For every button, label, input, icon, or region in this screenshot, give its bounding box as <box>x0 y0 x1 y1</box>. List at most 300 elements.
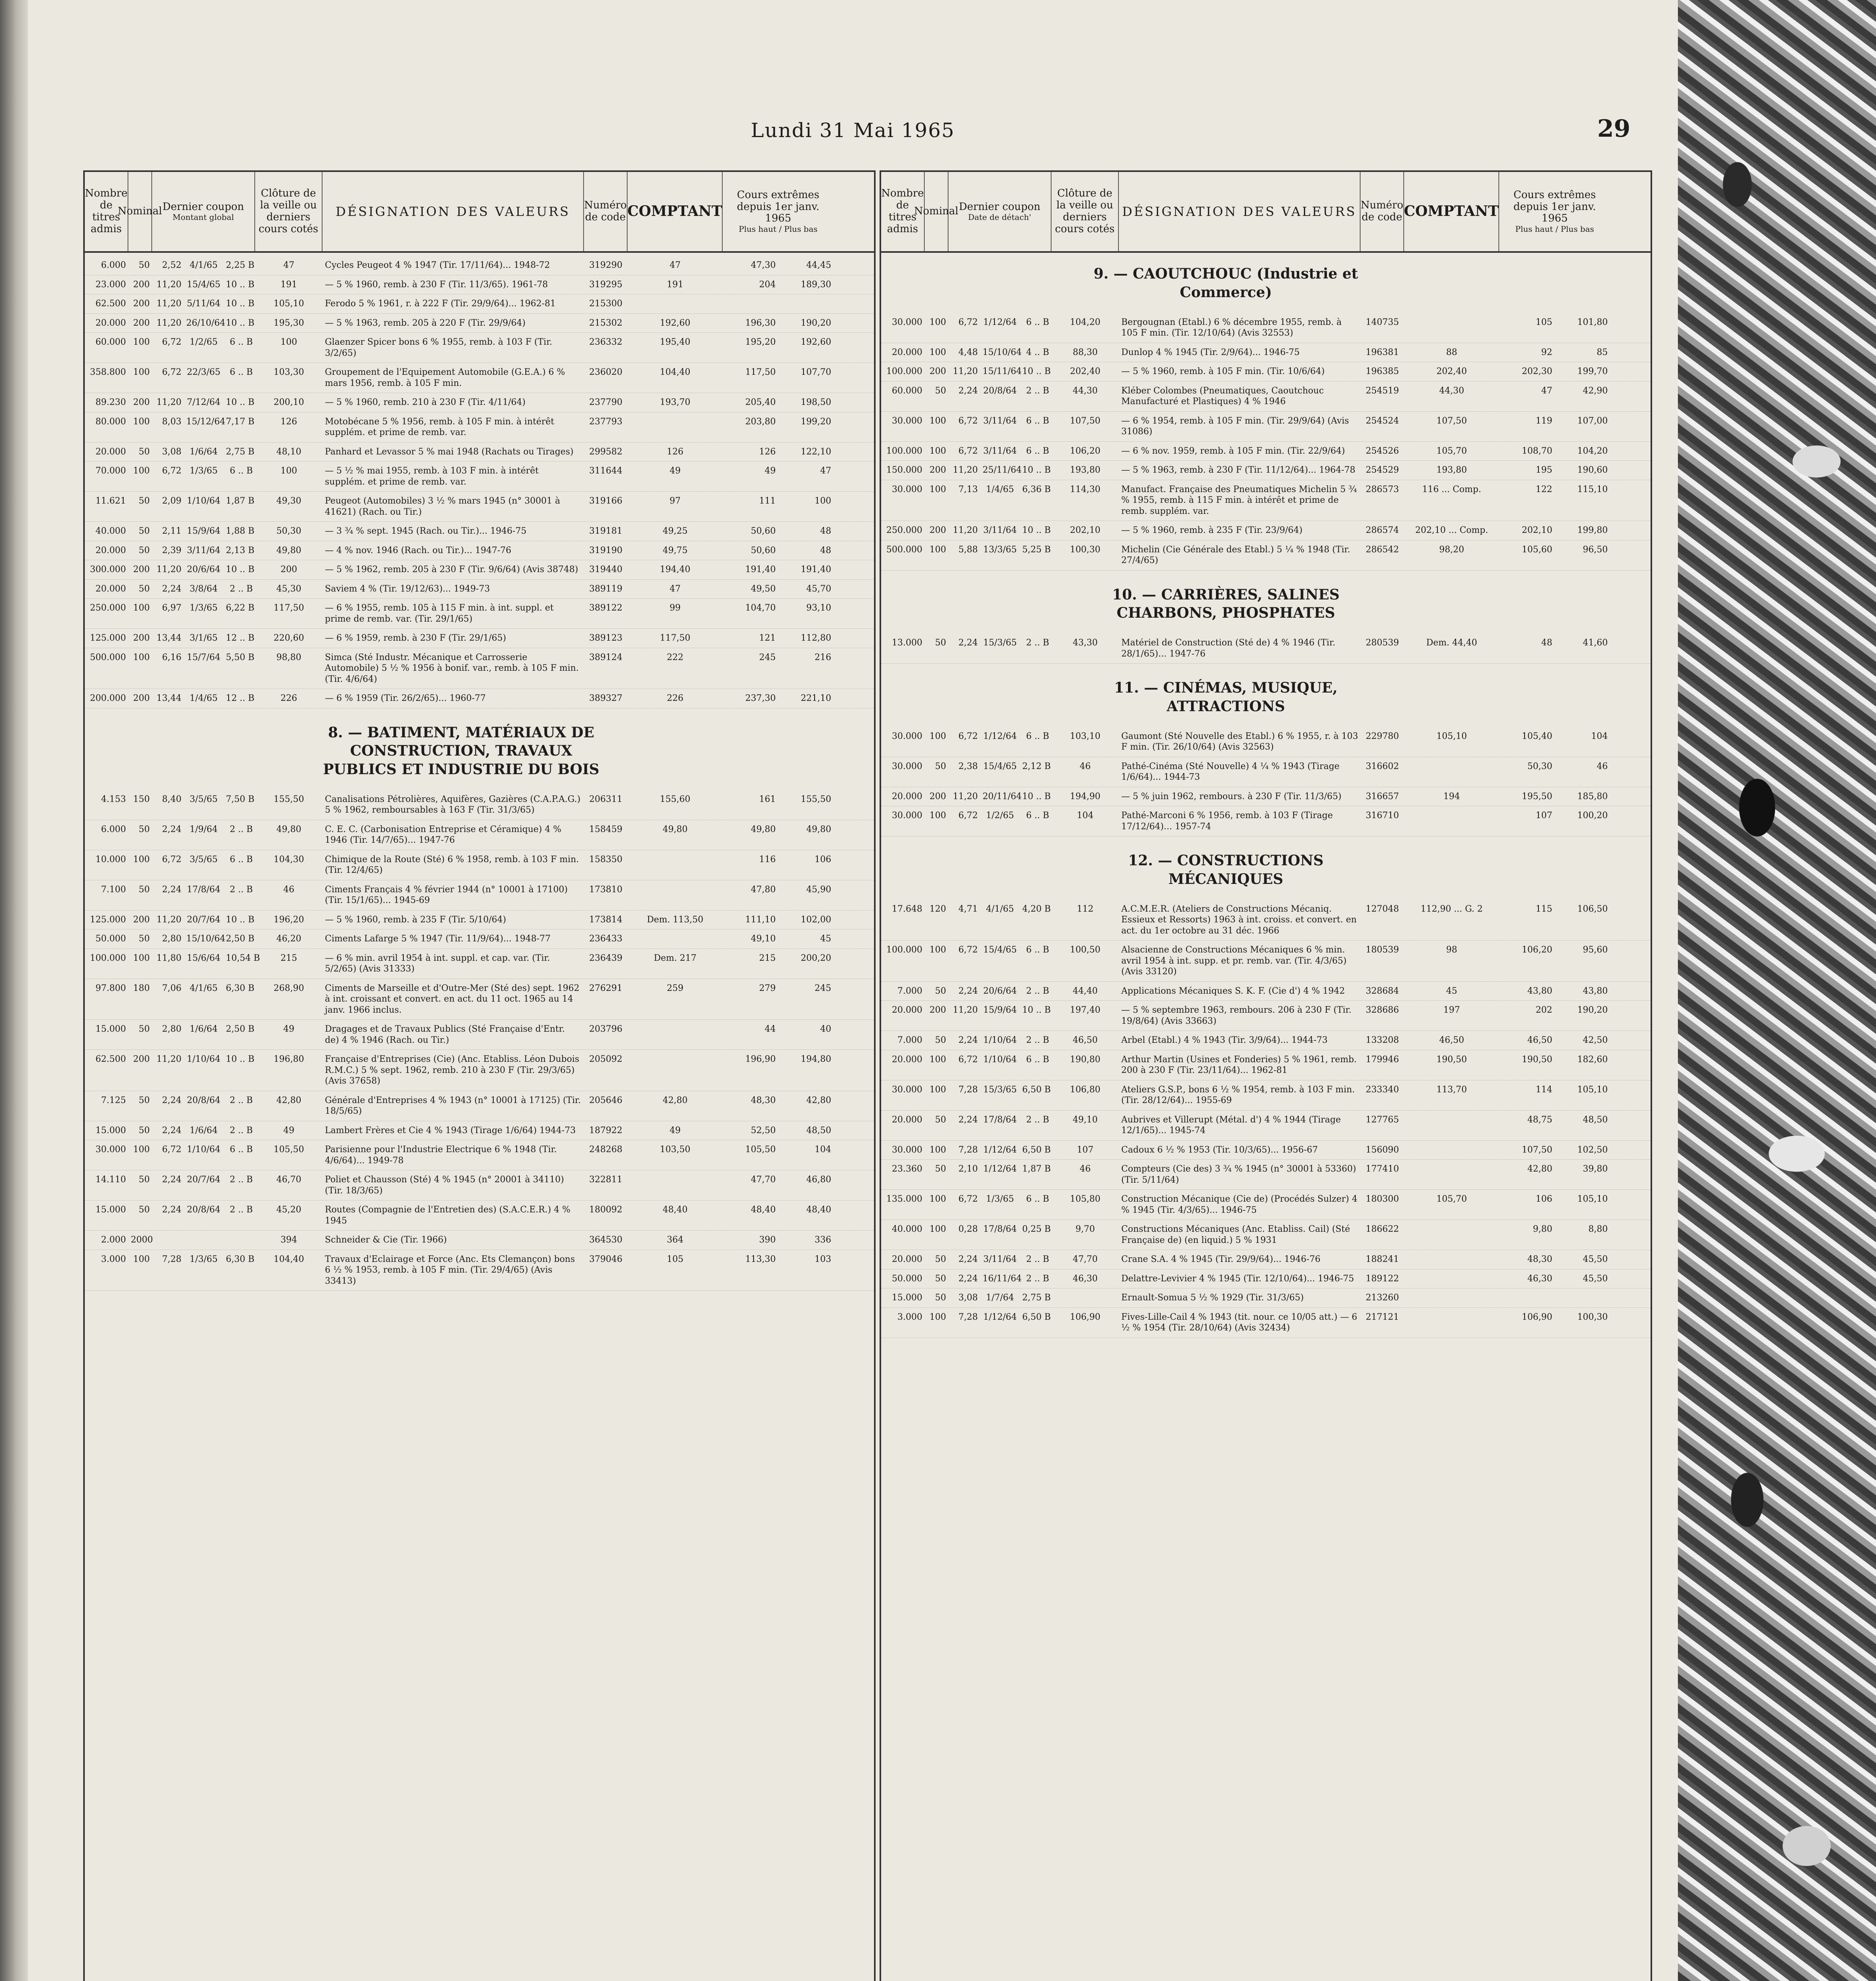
amortization-cell: 2,50 B <box>226 1024 255 1034</box>
header-code: Numéro de code <box>1361 172 1404 251</box>
nominal-cell: 100 <box>133 337 150 347</box>
designation-cell: — 5 % 1960, remb. à 105 F min. (Tir. 10/6/64) <box>1121 366 1325 377</box>
titres-cell: 100.000 <box>886 446 922 456</box>
nominal-cell: 50 <box>139 526 150 536</box>
comptant-cell: 197 <box>1443 1005 1460 1015</box>
code-cell: 180300 <box>1366 1194 1399 1204</box>
amortization-cell: 2,12 B <box>1022 761 1051 771</box>
designation-cell: Ciments Lafarge 5 % 1947 (Tir. 11/9/64)... 1948-77 <box>325 934 551 944</box>
coupon-date-cell: 20/7/64 <box>187 914 221 925</box>
coupon-amount-cell: 11,20 <box>156 565 181 574</box>
coupon-amount-cell: 13,44 <box>156 693 181 703</box>
nominal-cell: 200 <box>133 693 150 703</box>
amortization-cell: 2 .. B <box>229 1175 253 1185</box>
high-cell: 121 <box>759 633 776 643</box>
designation-cell: Alsacienne de Constructions Mécaniques 6 % min. avril 1954 à int. supp. et pr. remb. var. (Tir. 4/3/65) (Avis 33120) <box>1121 945 1347 977</box>
coupon-amount-cell: 0,28 <box>958 1224 978 1235</box>
coupon-amount-cell: 6,72 <box>958 416 978 426</box>
coupon-amount-cell: 2,24 <box>958 1254 978 1265</box>
header-comptant: COMPTANT <box>1404 172 1499 251</box>
comptant-cell: 49,75 <box>662 545 688 555</box>
security-row <box>85 314 874 333</box>
header-dernier-coupon: Dernier coupon Date de détach' <box>948 172 1052 251</box>
nominal-cell: 200 <box>133 914 150 925</box>
low-cell: 47 <box>820 466 831 476</box>
header-cloture: Clôture de la veille ou derniers cours cotés <box>1052 172 1119 251</box>
code-cell: 319190 <box>589 545 622 555</box>
security-row <box>881 982 1651 1001</box>
comptant-cell: 191 <box>667 279 683 290</box>
coupon-date-cell: 15/10/64 <box>186 934 225 944</box>
low-cell: 199,20 <box>801 416 831 427</box>
amortization-cell: 1,88 B <box>226 526 255 536</box>
right-listing-column <box>880 170 1652 1981</box>
titres-cell: 15.000 <box>892 1293 922 1303</box>
high-cell: 191,40 <box>745 565 776 574</box>
low-cell: 107,00 <box>1577 416 1608 426</box>
section-title-8: 8. — BATIMENT, MATÉRIAUX DE CONSTRUCTION, TRAVAUX PUBLICS ET INDUSTRIE DU BOIS <box>323 724 599 778</box>
security-row <box>85 560 874 580</box>
coupon-date-cell: 1/12/64 <box>983 317 1017 327</box>
close-price-cell: 9,70 <box>1075 1224 1095 1235</box>
high-cell: 47,70 <box>751 1175 776 1185</box>
code-cell: 319181 <box>589 526 622 536</box>
close-price-cell: 47,70 <box>1073 1254 1098 1265</box>
security-row <box>85 1170 874 1200</box>
code-cell: 179946 <box>1366 1054 1399 1065</box>
low-cell: 192,60 <box>801 337 831 347</box>
comptant-cell: 46,50 <box>1439 1035 1464 1046</box>
low-cell: 216 <box>815 652 831 662</box>
designation-cell: Lambert Frères et Cie 4 % 1943 (Tirage 1/6/64) 1944-73 <box>325 1125 576 1136</box>
security-row <box>85 689 874 708</box>
coupon-date-cell: 1/4/65 <box>189 693 218 703</box>
security-row <box>85 275 874 295</box>
coupon-amount-cell: 11,20 <box>156 397 181 407</box>
nominal-cell: 200 <box>929 791 946 802</box>
low-cell: 182,60 <box>1577 1054 1608 1065</box>
close-price-cell: 88,30 <box>1073 347 1098 357</box>
code-cell: 276291 <box>589 983 622 993</box>
amortization-cell: 10 .. B <box>1022 1005 1051 1015</box>
designation-cell: — 5 % 1960, remb. à 230 F (Tir. 11/3/65). 1961-78 <box>325 279 548 290</box>
nominal-cell: 200 <box>133 279 150 290</box>
nominal-cell: 200 <box>929 465 946 475</box>
code-cell: 236433 <box>589 934 622 944</box>
close-price-cell: 200 <box>281 565 297 574</box>
titres-cell: 150.000 <box>886 465 922 475</box>
coupon-amount-cell: 7,28 <box>958 1145 978 1155</box>
amortization-cell: 0,25 B <box>1022 1224 1051 1235</box>
nominal-cell: 50 <box>139 1175 150 1185</box>
coupon-date-cell: 1/10/64 <box>187 1145 221 1155</box>
low-cell: 105,10 <box>1577 1194 1608 1204</box>
code-cell: 319440 <box>589 565 622 574</box>
low-cell: 100,30 <box>1577 1312 1608 1322</box>
high-cell: 9,80 <box>1533 1224 1552 1235</box>
security-row <box>85 910 874 930</box>
coupon-date-cell: 7/12/64 <box>187 397 221 407</box>
coupon-amount-cell: 7,06 <box>162 983 181 993</box>
low-cell: 112,80 <box>801 633 831 643</box>
high-cell: 47,30 <box>751 260 776 270</box>
nominal-cell: 100 <box>929 446 946 456</box>
high-cell: 111 <box>759 496 776 506</box>
security-row <box>85 256 874 275</box>
amortization-cell: 2 .. B <box>1026 638 1049 648</box>
close-price-cell: 42,80 <box>276 1095 302 1105</box>
high-cell: 215 <box>759 953 776 963</box>
header-designation: DÉSIGNATION DES VALEURS <box>323 172 584 251</box>
high-cell: 237,30 <box>745 693 776 703</box>
coupon-amount-cell: 2,24 <box>958 1115 978 1125</box>
coupon-amount-cell: 2,80 <box>162 934 181 944</box>
close-price-cell: 43,30 <box>1073 638 1098 648</box>
amortization-cell: 10 .. B <box>1022 525 1051 536</box>
coupon-date-cell: 3/11/64 <box>983 1254 1017 1265</box>
designation-cell: Compteurs (Cie des) 3 ¾ % 1945 (n° 30001 à 53360) (Tir. 5/11/64) <box>1121 1164 1356 1185</box>
high-cell: 48,75 <box>1527 1115 1552 1125</box>
designation-cell: — 5 % 1960, remb. à 235 F (Tir. 5/10/64) <box>325 914 506 925</box>
coupon-amount-cell: 5,88 <box>958 544 978 555</box>
comptant-cell: 113,70 <box>1436 1084 1467 1095</box>
coupon-date-cell: 4/1/65 <box>986 904 1014 914</box>
nominal-cell: 50 <box>935 986 946 996</box>
comptant-cell: 202,40 <box>1436 366 1467 377</box>
close-price-cell: 45,30 <box>276 584 302 594</box>
coupon-amount-cell: 2,24 <box>162 1095 181 1105</box>
close-price-cell: 197,40 <box>1070 1005 1101 1015</box>
nominal-cell: 100 <box>929 1054 946 1065</box>
low-cell: 85 <box>1597 347 1608 357</box>
high-cell: 49 <box>765 466 776 476</box>
titres-cell: 20.000 <box>95 545 126 555</box>
code-cell: 203796 <box>589 1024 622 1034</box>
nominal-cell: 100 <box>929 811 946 821</box>
nominal-cell: 100 <box>929 544 946 555</box>
section-title-12: 12. — CONSTRUCTIONS MÉCANIQUES <box>1128 852 1324 888</box>
comptant-cell: 47 <box>670 260 681 270</box>
low-cell: 199,80 <box>1577 525 1608 536</box>
coupon-date-cell: 17/8/64 <box>187 884 221 895</box>
titres-cell: 135.000 <box>886 1194 922 1204</box>
close-price-cell: 100,50 <box>1070 945 1101 955</box>
comptant-cell: 105,10 <box>1436 731 1467 741</box>
security-row <box>881 480 1651 521</box>
code-cell: 127048 <box>1366 904 1399 914</box>
low-cell: 198,50 <box>801 397 831 407</box>
close-price-cell: 49 <box>283 1024 294 1034</box>
amortization-cell: 6,50 B <box>1022 1084 1051 1095</box>
code-cell: 205646 <box>589 1095 622 1105</box>
close-price-cell: 202,10 <box>1070 525 1101 536</box>
low-cell: 200,20 <box>801 953 831 963</box>
low-cell: 103 <box>815 1254 831 1264</box>
titres-cell: 50.000 <box>892 1273 922 1284</box>
comptant-cell: 42,80 <box>662 1095 688 1105</box>
titres-cell: 15.000 <box>95 1205 126 1215</box>
comptant-cell: 105,70 <box>1436 446 1467 456</box>
coupon-amount-cell: 6,72 <box>958 446 978 456</box>
low-cell: 45,50 <box>1583 1254 1608 1265</box>
comptant-cell: 222 <box>667 652 683 662</box>
close-price-cell: 200,10 <box>273 397 304 407</box>
titres-cell: 30.000 <box>95 1145 126 1155</box>
code-cell: 173814 <box>589 914 622 925</box>
coupon-amount-cell: 2,24 <box>958 1273 978 1284</box>
amortization-cell: 5,50 B <box>226 652 255 662</box>
coupon-amount-cell: 11,20 <box>953 791 978 802</box>
close-price-cell: 268,90 <box>273 983 304 993</box>
high-cell: 42,80 <box>1527 1164 1552 1174</box>
nominal-cell: 50 <box>139 584 150 594</box>
code-cell: 196385 <box>1366 366 1399 377</box>
code-cell: 187922 <box>589 1125 622 1136</box>
high-cell: 190,50 <box>1522 1054 1552 1065</box>
header-nominal: Nominal <box>925 172 948 251</box>
security-row <box>881 1050 1651 1080</box>
designation-cell: Parisienne pour l'Industrie Electrique 6 % 1948 (Tir. 4/6/64)... 1949-78 <box>325 1145 557 1166</box>
page-number: 29 <box>1597 115 1630 143</box>
high-cell: 107 <box>1536 811 1552 821</box>
comptant-cell: 103,50 <box>660 1145 691 1155</box>
coupon-date-cell: 1/10/64 <box>187 496 221 506</box>
titres-cell: 6.000 <box>101 260 126 270</box>
comptant-cell: 192,60 <box>660 318 691 328</box>
low-cell: 8,80 <box>1588 1224 1608 1235</box>
low-cell: 189,30 <box>801 279 831 290</box>
amortization-cell: 10,54 B <box>226 953 260 963</box>
security-row <box>881 461 1651 480</box>
titres-cell: 60.000 <box>95 337 126 347</box>
high-cell: 119 <box>1536 416 1552 426</box>
titres-cell: 60.000 <box>892 386 922 396</box>
designation-cell: Chimique de la Route (Sté) 6 % 1958, remb. à 103 F min. (Tir. 12/4/65) <box>325 854 579 876</box>
left-rows-top <box>85 253 874 712</box>
coupon-amount-cell: 6,72 <box>958 731 978 741</box>
coupon-date-cell: 4/1/65 <box>189 260 218 270</box>
close-price-cell: 105,80 <box>1070 1194 1101 1204</box>
high-cell: 43,80 <box>1527 986 1552 996</box>
comptant-cell: 195,40 <box>660 337 691 347</box>
coupon-date-cell: 15/4/65 <box>983 945 1017 955</box>
security-row <box>85 443 874 462</box>
coupon-amount-cell: 8,40 <box>162 794 181 804</box>
low-cell: 96,50 <box>1583 544 1608 555</box>
close-price-cell: 196,80 <box>273 1054 304 1065</box>
security-row <box>85 333 874 363</box>
coupon-amount-cell: 7,13 <box>958 484 978 494</box>
high-cell: 126 <box>759 447 776 457</box>
code-cell: 237793 <box>589 416 622 427</box>
amortization-cell: 2 .. B <box>1026 1273 1049 1284</box>
titres-cell: 14.110 <box>95 1175 126 1185</box>
designation-cell: Matériel de Construction (Sté de) 4 % 1946 (Tir. 28/1/65)... 1947-76 <box>1121 638 1336 659</box>
nominal-cell: 100 <box>929 1145 946 1155</box>
designation-cell: Simca (Sté Industr. Mécanique et Carrosserie Automobile) 5 ½ % 1956 à bonif. var., remb. à 105 F min. (Tir. 4/6/64) <box>325 652 579 684</box>
coupon-amount-cell: 7,28 <box>162 1254 181 1264</box>
titres-cell: 97.800 <box>95 983 126 993</box>
amortization-cell: 10 .. B <box>1022 366 1051 377</box>
coupon-date-cell: 1/3/65 <box>189 1254 218 1264</box>
nominal-cell: 50 <box>139 1095 150 1105</box>
coupon-date-cell: 20/8/64 <box>187 1095 221 1105</box>
coupon-amount-cell: 2,24 <box>958 386 978 396</box>
coupon-date-cell: 15/4/65 <box>187 279 221 290</box>
comptant-cell: 48,40 <box>662 1205 688 1215</box>
coupon-date-cell: 25/11/64 <box>983 465 1022 475</box>
coupon-amount-cell: 2,52 <box>162 260 181 270</box>
close-price-cell: 100,30 <box>1070 544 1101 555</box>
code-cell: 217121 <box>1366 1312 1399 1322</box>
low-cell: 100 <box>815 496 831 506</box>
amortization-cell: 2,25 B <box>226 260 255 270</box>
titres-cell: 30.000 <box>892 811 922 821</box>
coupon-date-cell: 15/4/65 <box>983 761 1017 771</box>
coupon-date-cell: 1/2/65 <box>189 337 218 347</box>
low-cell: 39,80 <box>1583 1164 1608 1174</box>
low-cell: 49,80 <box>806 824 831 834</box>
designation-cell: Applications Mécaniques S. K. F. (Cie d') 4 % 1942 <box>1121 986 1345 996</box>
designation-cell: Dragages et de Travaux Publics (Sté Française d'Entr. de) 4 % 1946 (Rach. ou Tir.) <box>325 1024 565 1045</box>
designation-cell: Fives-Lille-Cail 4 % 1943 (tit. nour. ce 10/05 att.) — 6 ½ % 1954 (Tir. 28/10/64) (Avis 32434) <box>1121 1312 1357 1333</box>
security-row <box>881 1111 1651 1141</box>
titres-cell: 15.000 <box>95 1125 126 1136</box>
high-cell: 46,50 <box>1527 1035 1552 1046</box>
coupon-date-cell: 15/9/64 <box>983 1005 1017 1015</box>
low-cell: 101,80 <box>1577 317 1608 327</box>
nominal-cell: 50 <box>139 824 150 834</box>
titres-cell: 4.153 <box>101 794 126 804</box>
coupon-date-cell: 17/8/64 <box>983 1115 1017 1125</box>
comptant-cell: 364 <box>667 1235 683 1245</box>
low-cell: 104 <box>1591 731 1608 741</box>
low-cell: 45,90 <box>806 884 831 895</box>
coupon-amount-cell: 2,39 <box>162 545 181 555</box>
code-cell: 180092 <box>589 1205 622 1215</box>
amortization-cell: 10 .. B <box>226 299 255 309</box>
close-price-cell: 191 <box>281 279 297 290</box>
coupon-date-cell: 1/3/65 <box>189 466 218 476</box>
coupon-date-cell: 15/11/64 <box>983 366 1022 377</box>
amortization-cell: 6,50 B <box>1022 1145 1051 1155</box>
comptant-cell: 104,40 <box>660 367 691 377</box>
coupon-amount-cell: 11,20 <box>953 1005 978 1015</box>
code-cell: 215302 <box>589 318 622 328</box>
titres-cell: 100.000 <box>886 945 922 955</box>
designation-cell: Cycles Peugeot 4 % 1947 (Tir. 17/11/64)... 1948-72 <box>325 260 550 270</box>
low-cell: 102,50 <box>1577 1145 1608 1155</box>
coupon-amount-cell: 11,20 <box>156 1054 181 1065</box>
close-price-cell: 215 <box>281 953 297 963</box>
code-cell: 389124 <box>589 652 622 662</box>
coupon-date-cell: 20/6/64 <box>983 986 1017 996</box>
amortization-cell: 2,50 B <box>226 934 255 944</box>
code-cell: 173810 <box>589 884 622 895</box>
amortization-cell: 6,50 B <box>1022 1312 1051 1322</box>
close-price-cell: 100 <box>281 337 297 347</box>
titres-cell: 250.000 <box>90 603 126 613</box>
coupon-amount-cell: 6,72 <box>162 1145 181 1155</box>
high-cell: 117,50 <box>745 367 776 377</box>
header-dernier-coupon: Dernier coupon Montant global <box>152 172 255 251</box>
comptant-cell: 88 <box>1446 347 1457 357</box>
coupon-amount-cell: 6,72 <box>958 1194 978 1204</box>
coupon-amount-cell: 2,24 <box>162 584 181 594</box>
amortization-cell: 6 .. B <box>229 466 253 476</box>
designation-cell: Pathé-Cinéma (Sté Nouvelle) 4 ¼ % 1943 (Tirage 1/6/64)... 1944-73 <box>1121 761 1340 782</box>
high-cell: 49,50 <box>751 584 776 594</box>
low-cell: 104 <box>815 1145 831 1155</box>
high-cell: 108,70 <box>1522 446 1552 456</box>
coupon-date-cell: 1/12/64 <box>983 731 1017 741</box>
nominal-cell: 180 <box>133 983 150 993</box>
high-cell: 195,20 <box>745 337 776 347</box>
code-cell: 248268 <box>589 1145 622 1155</box>
low-cell: 122,10 <box>801 447 831 457</box>
coupon-date-cell: 3/11/64 <box>983 446 1017 456</box>
titres-cell: 125.000 <box>90 633 126 643</box>
low-cell: 107,70 <box>801 367 831 377</box>
right-rows-10 <box>881 630 1651 667</box>
coupon-date-cell: 5/11/64 <box>187 299 221 309</box>
close-price-cell: 46,50 <box>1073 1035 1098 1046</box>
low-cell: 190,20 <box>1577 1005 1608 1015</box>
close-price-cell: 49,10 <box>1073 1115 1098 1125</box>
close-price-cell: 44,30 <box>1073 386 1098 396</box>
amortization-cell: 6 .. B <box>1026 1054 1049 1065</box>
low-cell: 115,10 <box>1577 484 1608 494</box>
high-cell: 279 <box>759 983 776 993</box>
titres-cell: 6.000 <box>101 824 126 834</box>
coupon-amount-cell: 2,38 <box>958 761 978 771</box>
titres-cell: 300.000 <box>90 565 126 574</box>
high-cell: 202,30 <box>1522 366 1552 377</box>
titres-cell: 30.000 <box>892 416 922 426</box>
titres-cell: 30.000 <box>892 317 922 327</box>
designation-cell: Pathé-Marconi 6 % 1956, remb. à 103 F (Tirage 17/12/64)... 1957-74 <box>1121 811 1333 832</box>
code-cell: 189122 <box>1366 1273 1399 1284</box>
low-cell: 245 <box>815 983 831 993</box>
code-cell: 316602 <box>1366 761 1399 771</box>
coupon-amount-cell: 6,72 <box>958 317 978 327</box>
nominal-cell: 50 <box>139 545 150 555</box>
designation-cell: — 6 % 1959 (Tir. 26/2/65)... 1960-77 <box>325 693 486 703</box>
titres-cell: 20.000 <box>892 1115 922 1125</box>
designation-cell: Construction Mécanique (Cie de) (Procédés Sulzer) 4 % 1945 (Tir. 4/3/65)... 1946-75 <box>1121 1194 1358 1215</box>
amortization-cell: 2 .. B <box>229 884 253 895</box>
code-cell: 156090 <box>1366 1145 1399 1155</box>
coupon-date-cell: 3/11/64 <box>983 525 1017 536</box>
coupon-date-cell: 1/3/65 <box>189 603 218 613</box>
code-cell: 158350 <box>589 854 622 865</box>
low-cell: 106,50 <box>1577 904 1608 914</box>
coupon-date-cell: 1/12/64 <box>983 1164 1017 1174</box>
coupon-date-cell: 20/11/64 <box>983 791 1022 802</box>
amortization-cell: 12 .. B <box>226 693 255 703</box>
amortization-cell: 7,17 B <box>226 416 255 427</box>
low-cell: 46,80 <box>806 1175 831 1185</box>
header-designation: DÉSIGNATION DES VALEURS <box>1119 172 1361 251</box>
titres-cell: 89.230 <box>95 397 126 407</box>
amortization-cell: 1,87 B <box>226 496 255 506</box>
coupon-amount-cell: 6,97 <box>162 603 181 613</box>
amortization-cell: 2 .. B <box>229 1095 253 1105</box>
low-cell: 93,10 <box>806 603 831 613</box>
coupon-amount-cell: 4,48 <box>958 347 978 357</box>
close-price-cell: 190,80 <box>1070 1054 1101 1065</box>
coupon-amount-cell: 11,20 <box>156 299 181 309</box>
